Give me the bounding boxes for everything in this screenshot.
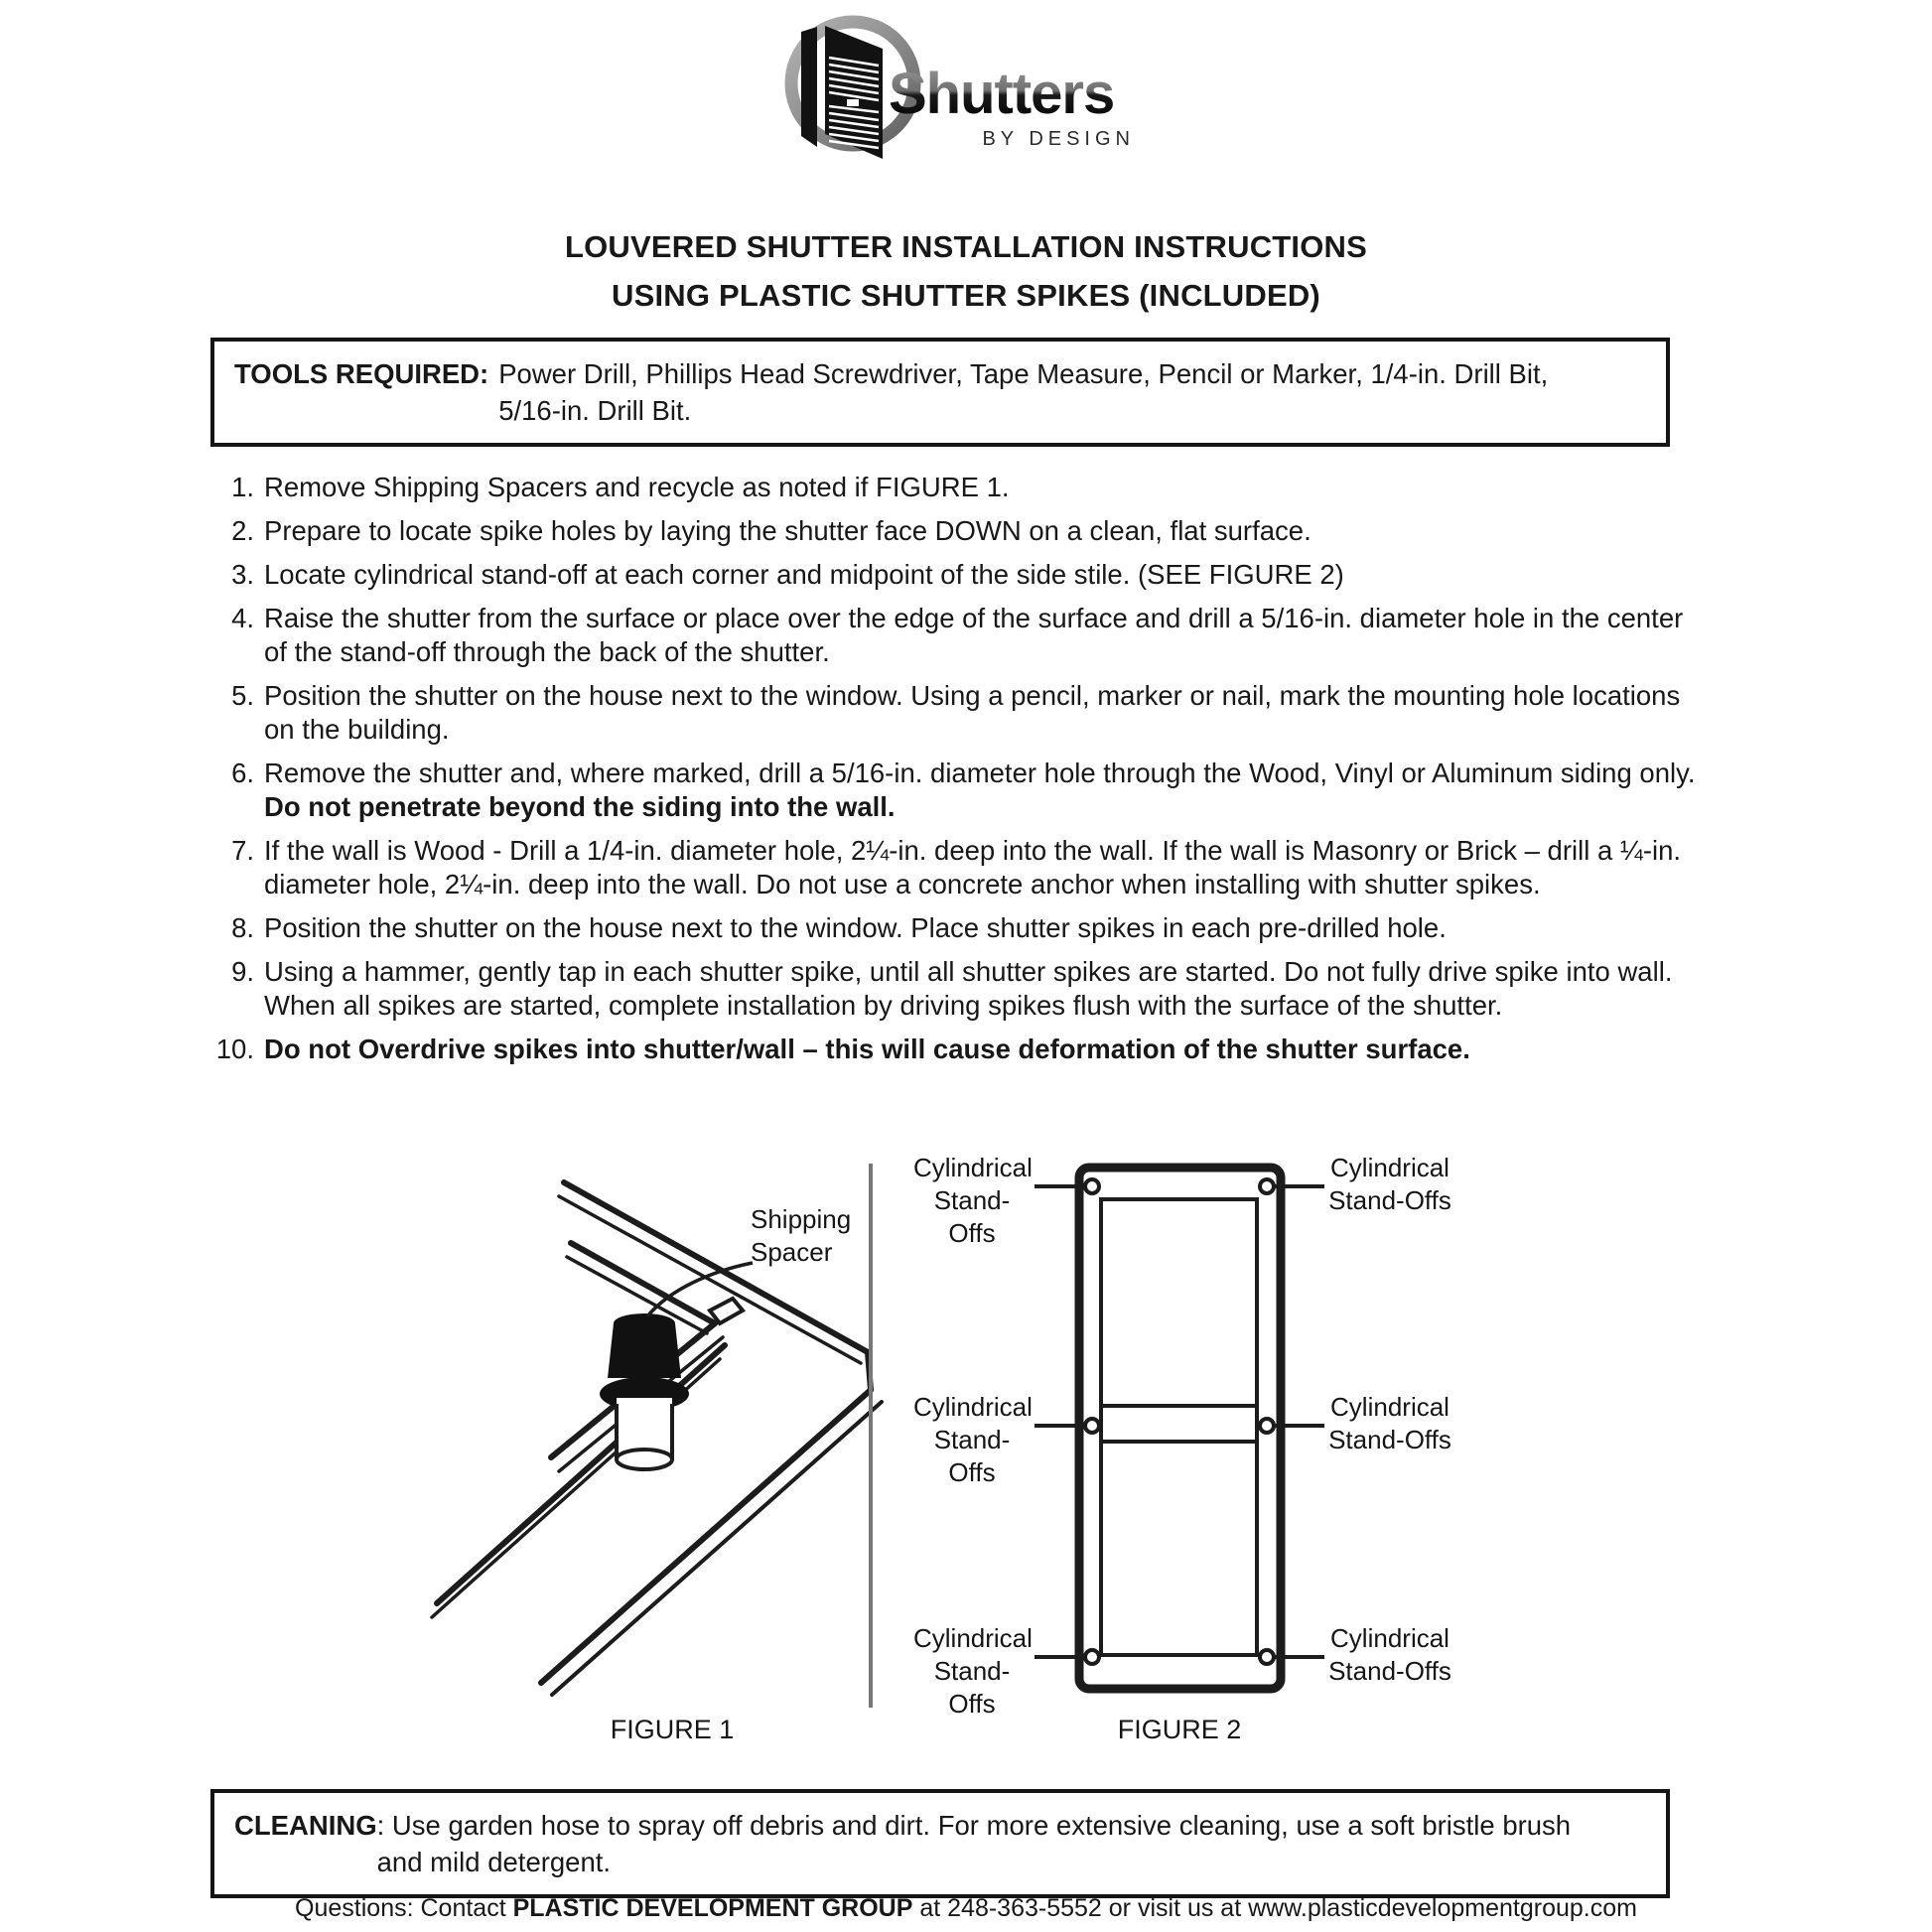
figures-section	[0, 1142, 1932, 1777]
step-text: Position the shutter on the house next to the window. Using a pencil, marker or nail, mark the mounting hole locations on the building.	[264, 680, 1681, 745]
logo-tagline: BY DESIGN	[982, 128, 1135, 150]
step-text: Raise the shutter from the surface or place over the edge of the surface and drill a 5/16-in. diameter hole in the center of the stand-off through the back of the shutter.	[264, 603, 1684, 667]
step-number: 9.	[231, 956, 254, 987]
title-line-2: USING PLASTIC SHUTTER SPIKES (INCLUDED)	[612, 278, 1320, 313]
cleaning-box	[210, 1789, 1670, 1898]
standoff-label-middle-left: Cylindrical Stand-Offs	[913, 1392, 1033, 1487]
cleaning-content: : Use garden hose to spray off debris and dirt. For more extensive cleaning, use a soft bristle brush and mild detergent.	[376, 1810, 1572, 1877]
shutters-by-design-logo	[777, 6, 1155, 167]
figure-divider-line	[869, 1164, 873, 1708]
figure-2-caption: FIGURE 2	[1117, 1715, 1242, 1744]
figure-1-caption: FIGURE 1	[610, 1715, 735, 1744]
cleaning-label: CLEANING	[234, 1810, 377, 1841]
step-text: If the wall is Wood - Drill a 1/4-in. diameter hole, 2¼-in. deep into the wall. If the wall is Masonry or Brick – drill a ¼-in. diameter hole, 2¼-in. deep into the wall. Do not use a concrete anchor when installing with shutter spikes.	[264, 835, 1682, 899]
step-text: Position the shutter on the house next to the window. Place shutter spikes in each pre-drilled hole.	[264, 912, 1447, 943]
step-text-bold: Do not penetrate beyond the siding into the wall.	[264, 791, 896, 822]
instruction-step-3	[210, 558, 1700, 592]
step-text: Locate cylindrical stand-off at each corner and midpoint of the side stile. (SEE FIGURE 2)	[264, 559, 1344, 590]
instruction-step-10	[210, 1033, 1700, 1066]
step-text: Do not Overdrive spikes into shutter/wall – this will cause deformation of the shutter surface.	[264, 1034, 1470, 1064]
step-number: 4.	[231, 603, 254, 633]
instruction-step-5	[210, 679, 1700, 747]
step-text: Remove Shipping Spacers and recycle as noted if FIGURE 1.	[264, 472, 1010, 502]
step-number: 6.	[231, 758, 254, 788]
figure-1	[377, 1162, 874, 1718]
logo-shutter-icon	[801, 26, 883, 159]
shipping-spacer-label: Shipping Spacer	[751, 1204, 852, 1267]
instruction-step-1	[210, 471, 1700, 504]
footer-company-name: PLASTIC DEVELOPMENT GROUP	[512, 1894, 913, 1922]
step-number: 2.	[231, 515, 254, 546]
step-number: 5.	[231, 680, 254, 711]
standoff-label-bottom-left: Cylindrical Stand-Offs	[913, 1623, 1033, 1719]
tools-required-content: Power Drill, Phillips Head Screwdriver, Tape Measure, Pencil or Marker, 1/4-in. Drill Bit, 5/16-in. Drill Bit.	[498, 358, 1549, 426]
logo-wordmark: Shutters	[889, 62, 1115, 126]
logo-graphic	[777, 6, 1155, 167]
step-text: Remove the shutter and, where marked, drill a 5/16-in. diameter hole through the Wood, Vinyl or Aluminum siding only.	[264, 758, 1696, 788]
instruction-step-7	[210, 834, 1700, 901]
step-number: 8.	[231, 912, 254, 943]
step-text: Using a hammer, gently tap in each shutter spike, until all shutter spikes are started. Do not fully drive spike into wall. When all spikes are started, complete installation by driving spikes flush with the surface of the shutter.	[264, 956, 1673, 1021]
instruction-step-4	[210, 602, 1700, 669]
tools-required-box	[210, 338, 1670, 447]
tools-required-label: TOOLS REQUIRED:	[234, 358, 489, 389]
instruction-step-9	[210, 955, 1700, 1023]
footer-prefix: Questions: Contact	[295, 1894, 513, 1922]
step-number: 1.	[231, 472, 254, 502]
instruction-list	[210, 471, 1700, 1076]
instruction-step-8	[210, 911, 1700, 945]
step-number: 7.	[231, 835, 254, 866]
standoff-label-middle-right: Cylindrical Stand-Offs	[1328, 1392, 1451, 1454]
document-title	[0, 222, 1932, 320]
standoff-label-bottom-right: Cylindrical Stand-Offs	[1328, 1623, 1451, 1686]
footer-suffix: at 248-363-5552 or visit us at www.plasticdevelopmentgroup.com	[912, 1894, 1637, 1922]
instruction-step-6	[210, 757, 1700, 824]
standoff-label-top-left: Cylindrical Stand-Offs	[913, 1153, 1033, 1248]
figure-2	[913, 1142, 1469, 1757]
standoff-label-top-right: Cylindrical Stand-Offs	[1328, 1153, 1451, 1215]
title-line-1: LOUVERED SHUTTER INSTALLATION INSTRUCTIONS	[564, 229, 1368, 264]
footer-contact-line	[0, 1894, 1932, 1923]
instruction-step-2	[210, 514, 1700, 548]
step-text: Prepare to locate spike holes by laying the shutter face DOWN on a clean, flat surface.	[264, 515, 1311, 546]
step-number: 3.	[231, 559, 254, 590]
step-number: 10.	[215, 1034, 254, 1064]
